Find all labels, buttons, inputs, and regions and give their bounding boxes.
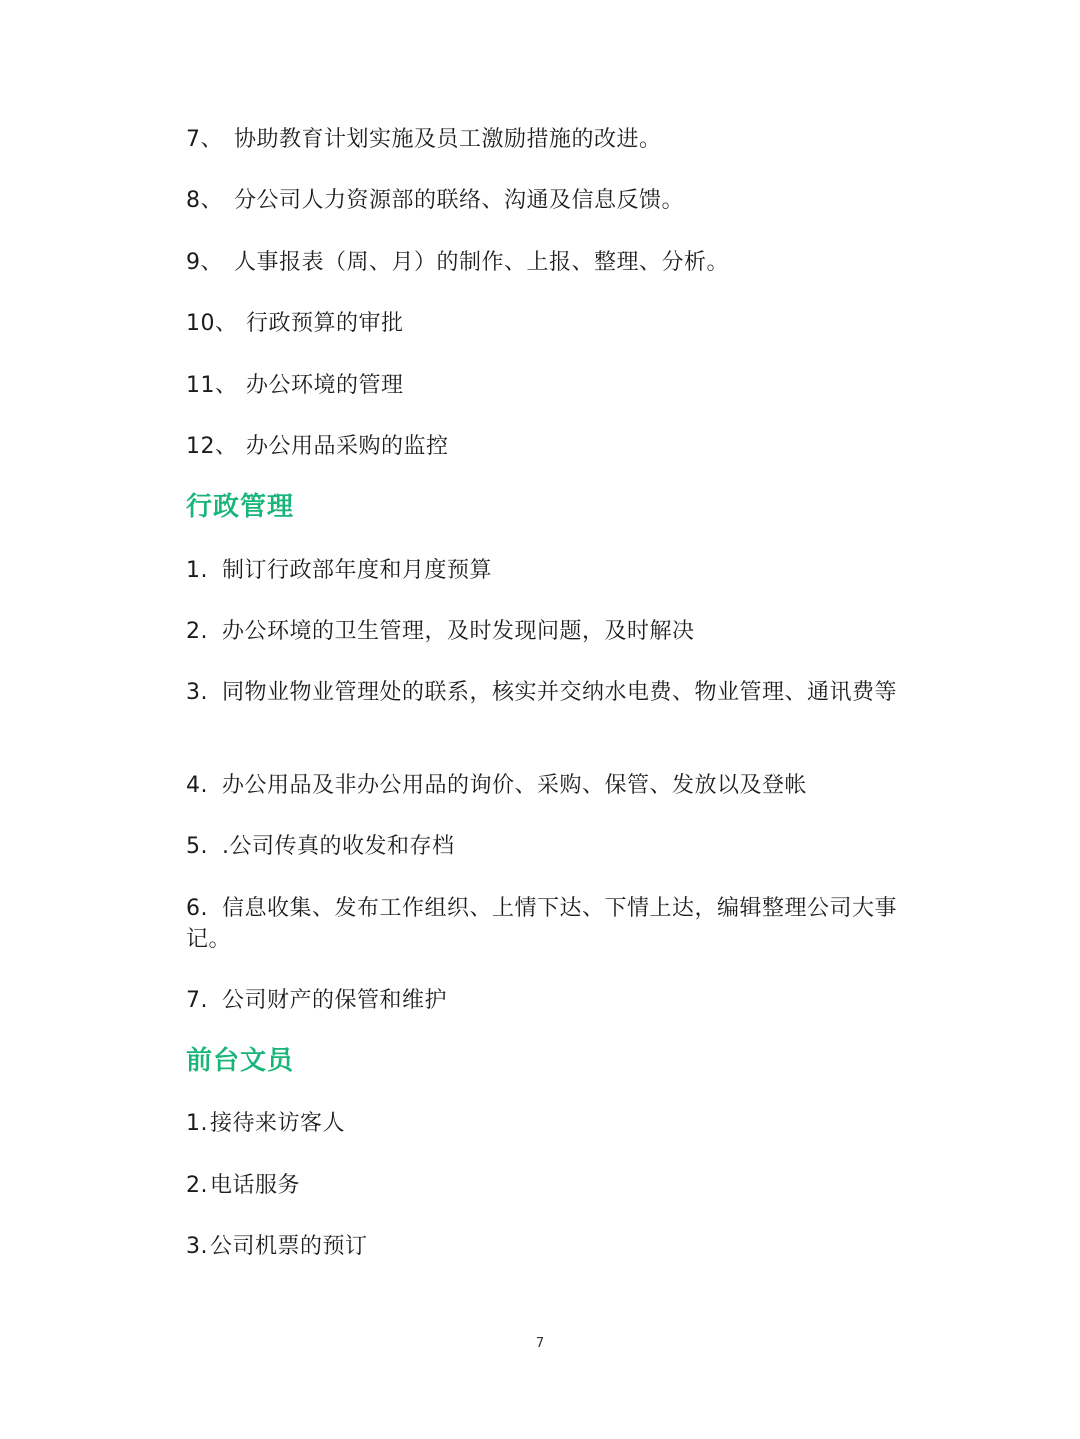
item-number: 8、 [186,188,223,213]
item-number: 12、 [186,434,238,459]
list-item [186,831,455,862]
list-item [186,555,492,586]
item-text: 办公用品及非办公用品的询价、采购、保管、发放以及登帐 [222,773,808,798]
item-text: 办公环境的卫生管理，及时发现问题，及时解决 [222,619,695,644]
item-text: 办公环境的管理 [246,373,404,398]
item-number: 9、 [186,250,223,275]
item-text: 行政预算的审批 [246,311,404,336]
list-item [186,431,449,462]
list-item [186,247,729,278]
item-number: 1. [186,558,208,583]
item-number: 7、 [186,127,223,152]
item-text: 协助教育计划实施及员工激励措施的改进。 [234,127,662,152]
item-number: 6. [186,896,208,921]
list-item [186,770,807,801]
page-number: 7 [535,1336,545,1351]
item-text: 同物业物业管理处的联系，核实并交纳水电费、物业管理、通讯费等 [222,680,898,705]
item-number: 4. [186,773,208,798]
item-text: 人事报表（周、月）的制作、上报、整理、分析。 [234,250,730,275]
item-text: 电话服务 [210,1173,301,1198]
item-text: 接待来访客人 [210,1111,346,1136]
list-item [186,616,695,647]
item-text: 制订行政部年度和月度预算 [222,558,493,583]
item-text: 公司机票的预订 [210,1234,368,1259]
item-number: 7. [186,988,208,1013]
list-item [186,677,898,708]
list-item [186,893,898,955]
item-number: 5. [186,834,208,859]
section-heading-reception: 前台文员 [186,1046,295,1076]
list-item [186,1231,368,1262]
item-number: 2. [186,619,208,644]
section-heading-admin: 行政管理 [186,492,295,522]
item-text: 分公司人力资源部的联络、沟通及信息反馈。 [234,188,685,213]
list-item [186,370,404,401]
list-item [186,185,684,216]
item-number: 3. [186,1234,208,1259]
list-item [186,1108,345,1139]
list-item [186,985,447,1016]
item-number: 1. [186,1111,208,1136]
item-number: 11、 [186,373,238,398]
list-item [186,1170,300,1201]
item-number: 2. [186,1173,208,1198]
item-text: .公司传真的收发和存档 [222,834,455,859]
item-text: 办公用品采购的监控 [246,434,449,459]
item-number: 3. [186,680,208,705]
item-text: 信息收集、发布工作组织、上情下达、下情上达，编辑整理公司大事记。 [186,896,898,952]
item-text: 公司财产的保管和维护 [222,988,448,1013]
item-number: 10、 [186,311,238,336]
list-item [186,308,404,339]
list-item [186,124,662,155]
